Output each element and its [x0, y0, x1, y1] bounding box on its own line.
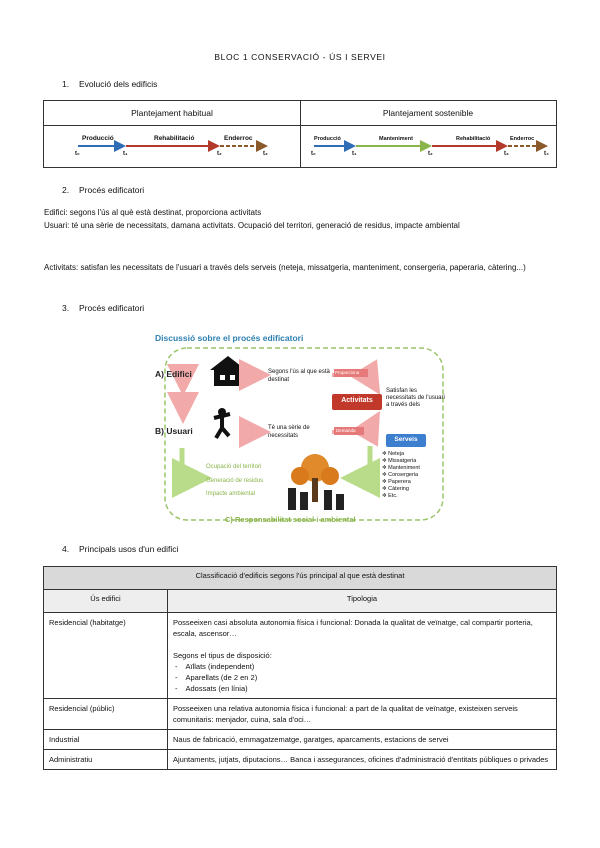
label-demanda: Demanda [336, 428, 356, 433]
row-typology: Posseeixen una relativa autonomia física i funcional: a part de la qualitat de veïnatge, existeixen serveis comunitaris: menjador, cuina, sala d'oci… [168, 699, 557, 730]
text-a: Segons l'ús al que està destinat [268, 369, 330, 383]
text-b: Té una sèrie de necessitats [268, 425, 310, 439]
impact-arrow-left [182, 448, 202, 478]
right-label-demolition: Enderroc [510, 136, 535, 142]
header-habitual: Plantejament habitual [44, 101, 300, 126]
service-item: ✲ Paperera [382, 479, 411, 485]
table-row [44, 699, 557, 730]
service-item: ✲ Càtering [382, 486, 409, 492]
service-item: ✲ Etc. [382, 493, 398, 499]
right-label-production: Producció [314, 136, 341, 142]
services-list [382, 451, 420, 500]
row-use: Residencial (públic) [44, 699, 168, 730]
left-tick-1: t₁ [123, 151, 128, 157]
impact-3: Impacte ambiental [206, 491, 256, 497]
row-typology: Ajuntaments, jutjats, diputacions… Banca i assegurances, oficines d'administració d'entitats públiques o privades [168, 750, 557, 770]
right-tick-1: t₁ [352, 151, 357, 157]
section-heading-2: 2. Procés edificatori [62, 185, 145, 195]
page-title: BLOC 1 CONSERVACIÓ - ÚS I SERVEI [214, 52, 386, 62]
uses-table [43, 566, 557, 770]
row-use: Industrial [44, 730, 168, 750]
left-tick-0: t₀ [75, 151, 80, 157]
label-proporciona: Proporciona [335, 370, 360, 375]
label-serveis: Serveis [394, 436, 418, 443]
definition-usuari: Usuari: té una sèrie de necessitats, damana activitats. Ocupació del territori, generació de residus, impacte ambiental [44, 221, 460, 230]
row-typology: Posseeixen casi absoluta autonomia física i funcional: Donada la qualitat de veïnatge, cal compartir porteria, escala, ascensor… Segons el tipus de disposició: - Aïllats (independent) - Aparellats (de 2 en 2) - Adossats (en línia) [168, 613, 557, 699]
process-diagram [150, 328, 450, 528]
left-label-demolition: Enderroc [224, 135, 253, 142]
right-label-maintenance: Manteniment [379, 136, 413, 142]
service-item: ✲ Missatgeria [382, 458, 417, 464]
house-icon [210, 356, 246, 386]
row-typology: Naus de fabricació, emmagatzematge, garatges, aparcaments, estacions de servei [168, 730, 557, 750]
impact-1: Ocupació del territori [206, 464, 262, 470]
impact-arrow-right [350, 446, 370, 478]
evolution-timelines [44, 126, 556, 168]
table-row [44, 730, 557, 750]
service-item: ✲ Manteniment [382, 465, 420, 471]
left-label-production: Producció [82, 135, 114, 142]
impact-2: Generació de residus [206, 478, 264, 484]
row-use: Administratiu [44, 750, 168, 770]
service-item: ✲ Neteja [382, 451, 405, 457]
label-b-usuari: B) Usuari [155, 426, 193, 436]
table-row [44, 613, 557, 699]
label-c-responsabilitat: C) Responsabilitat social i ambiental [225, 515, 356, 524]
definition-edifici: Edifici: segons l'ús al què està destinat, proporciona activitats [44, 208, 262, 217]
section-heading-3: 3. Procés edificatori [62, 303, 145, 313]
col-header-use: Ús edifici [44, 590, 168, 613]
definition-activitats: Activitats: satisfan les necessitats de l'usuari a través dels serveis (neteja, missatgeria, manteniment, consergeria, paperaria, càtering...) [44, 263, 526, 272]
person-icon [214, 408, 230, 438]
service-item: ✲ Consergeria [382, 472, 419, 478]
right-label-rehab: Rehabilitació [456, 136, 491, 142]
label-activitats: Activitats [341, 397, 373, 404]
left-tick-2: t₂ [217, 151, 222, 157]
right-tick-3: t₃ [504, 151, 509, 157]
right-tick-4: t₄ [544, 151, 549, 157]
right-tick-0: t₀ [311, 151, 316, 157]
diagram-title: Discussió sobre el procés edificatori [155, 333, 304, 343]
left-tick-3: t₃ [263, 151, 268, 157]
col-header-typology: Tipologia [168, 590, 557, 613]
row-use: Residencial (habitatge) [44, 613, 168, 699]
section-heading-1: 1. Evolució dels edificis [62, 79, 158, 89]
right-tick-2: t₂ [428, 151, 433, 157]
uses-table-title: Classificació d'edificis segons l'ús principal al que està destinat [44, 567, 557, 590]
header-sostenible: Plantejament sostenible [300, 101, 556, 126]
label-a-edifici: A) Edifici [155, 369, 192, 379]
section-heading-4: 4. Principals usos d'un edifici [62, 544, 179, 554]
evolution-table [43, 100, 557, 168]
left-label-rehab: Rehabilitació [154, 135, 195, 142]
text-satisfan: Satisfan les necessitats de l'usuari a través dels [386, 388, 445, 408]
table-row [44, 750, 557, 770]
